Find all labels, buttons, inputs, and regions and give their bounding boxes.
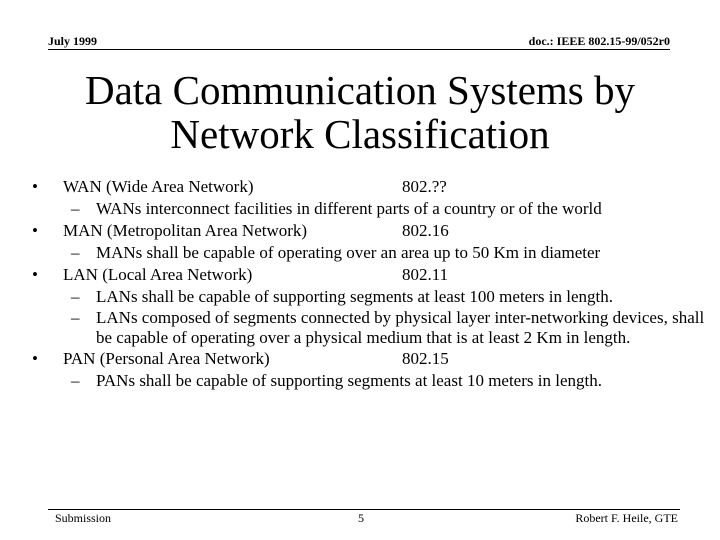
bullet-pan — [32, 348, 712, 370]
sub-bullet-marker: – — [71, 308, 80, 327]
standard-code: 802.15 — [402, 349, 449, 368]
bullet-marker: • — [32, 177, 38, 196]
sub-bullet-marker: – — [71, 371, 80, 390]
bullet-list — [32, 176, 712, 392]
standard-code: 802.16 — [402, 221, 449, 240]
sub-bullet-pan — [32, 370, 712, 392]
sub-bullet-text: MANs shall be capable of operating over an area up to 50 Km in diameter — [96, 243, 601, 262]
sub-bullet-marker: – — [71, 243, 80, 262]
bullet-label: PAN (Personal Area Network) — [63, 349, 270, 368]
sub-bullet-marker: – — [71, 287, 80, 306]
header-doc-id: doc.: IEEE 802.15-99/052r0 — [528, 34, 670, 48]
bullet-man — [32, 220, 712, 242]
bullet-lan — [32, 264, 712, 286]
sub-bullet-text: WANs interconnect facilities in different parts of a country or of the world — [96, 199, 602, 218]
header-date: July 1999 — [48, 34, 98, 48]
sub-bullet-man — [32, 242, 712, 264]
footer-submission: Submission — [55, 511, 112, 525]
bullet-marker: • — [32, 221, 38, 240]
standard-code: 802.?? — [402, 177, 447, 196]
header-rule — [48, 49, 670, 50]
footer-author: Robert F. Heile, GTE — [575, 511, 678, 525]
bullet-wan — [32, 176, 712, 198]
title-line-1: Data Communication Systems by — [84, 67, 636, 113]
slide-title — [40, 68, 680, 156]
standard-code: 802.11 — [402, 265, 449, 284]
sub-bullet-lan-segments — [32, 286, 712, 308]
bullet-label: WAN (Wide Area Network) — [63, 177, 254, 196]
sub-bullet-text: LANs shall be capable of supporting segments at least 100 meters in length. — [96, 287, 613, 306]
title-line-2: Network Classification — [170, 111, 550, 157]
sub-bullet-lan-internetworking — [32, 308, 712, 348]
sub-bullet-text: PANs shall be capable of supporting segments at least 10 meters in length. — [96, 371, 602, 390]
page-number: 5 — [358, 511, 364, 525]
bullet-label: MAN (Metropolitan Area Network) — [63, 221, 308, 240]
bullet-marker: • — [32, 265, 38, 284]
sub-bullet-text: LANs composed of segments connected by physical layer inter-networking devices, shall be capable of operating over a physical medium that is at least 2 Km in length. — [96, 308, 705, 347]
sub-bullet-wan — [32, 198, 712, 220]
sub-bullet-marker: – — [71, 199, 80, 218]
bullet-label: LAN (Local Area Network) — [63, 265, 253, 284]
bullet-marker: • — [32, 349, 38, 368]
footer-rule — [48, 509, 680, 510]
